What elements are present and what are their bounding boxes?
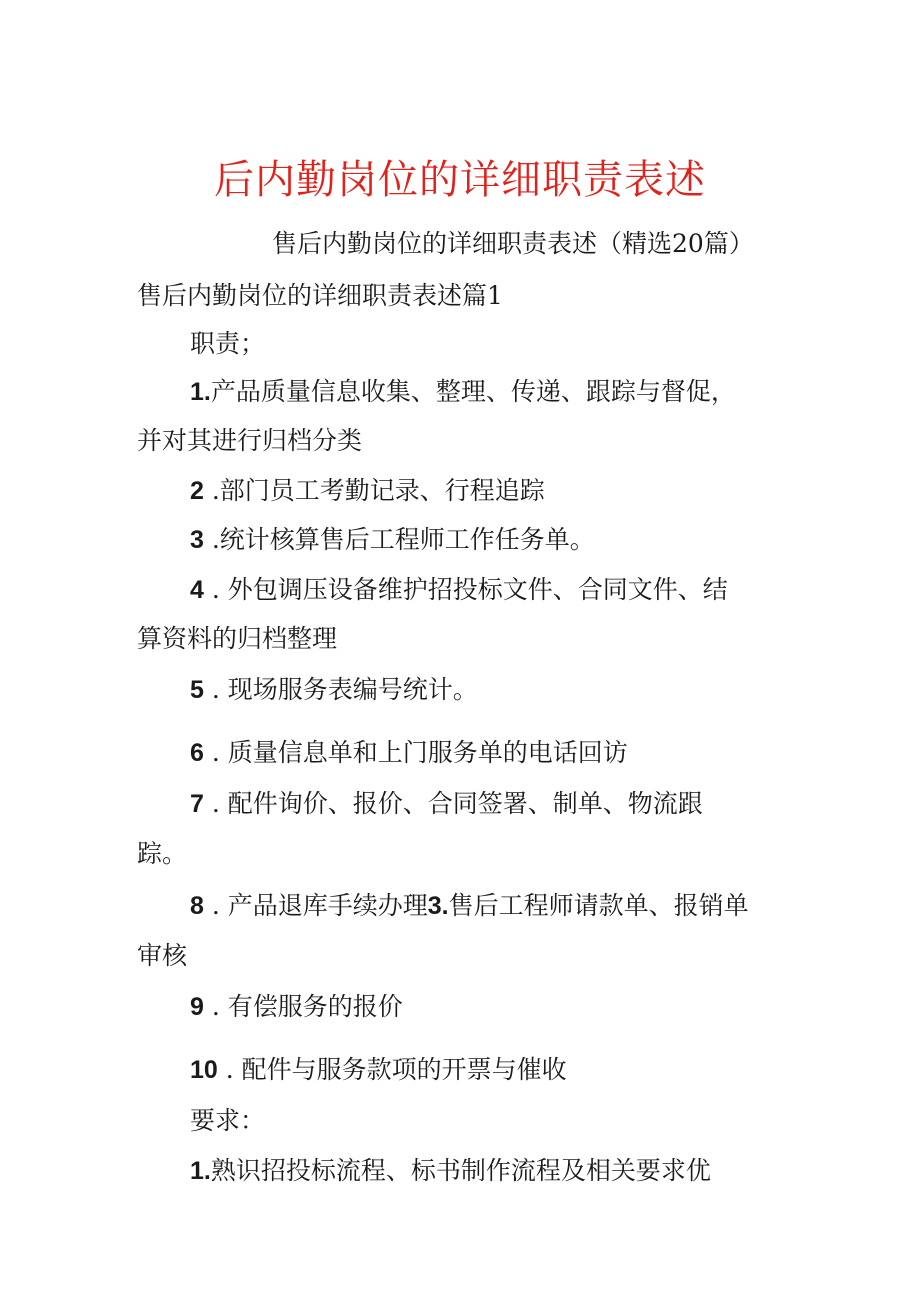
section-heading: 售后内勤岗位的详细职责表述篇1 [137,281,503,310]
duty-text: 产品质量信息收集、整理、传递、跟踪与督促， [210,377,736,406]
duty-item [190,987,403,1027]
duty-text: . 配件与服务款项的开票与催收 [217,1055,567,1084]
duty-text: .统计核算售后工程师工作任务单。 [203,525,595,554]
duty-text-after: 售后工程师请款单、报销单 [448,891,749,920]
duty-number: 2 [190,477,204,505]
requirement-item [190,1151,711,1191]
duty-number: 10 [190,1056,218,1084]
duty-text: . 质量信息单和上门服务单的电话回访 [203,738,628,767]
duty-number: 3 [190,526,204,554]
duty-item [190,520,595,560]
duty-continuation: 算资料的归档整理 [137,624,338,653]
duty-item [190,670,478,710]
duty-continuation: 审核 [137,941,188,970]
duties-label: 职责； [190,329,266,358]
duty-number: 1. [190,378,211,406]
duty-text: .部门员工考勤记录、行程追踪 [203,476,545,505]
duty-item [190,1050,567,1090]
requirements-label: 要求： [190,1106,266,1135]
duty-number: 4 [190,576,204,604]
duty-item [190,886,749,926]
duty-inline-number: 3. [427,892,449,920]
duty-number: 9 [190,993,204,1021]
document-subtitle: 售后内勤岗位的详细职责表述（精选20篇） [272,229,754,258]
duty-number: 5 [190,676,204,704]
duty-item [190,784,703,824]
duty-number: 8 [190,892,204,920]
duty-continuation: 踪。 [137,839,188,868]
duty-item [190,372,736,412]
duty-text: . 产品退库手续办理 [203,891,428,920]
duty-item [190,733,628,773]
duty-text: . 配件询价、报价、合同签署、制单、物流跟 [203,789,703,818]
requirement-number: 1. [190,1157,211,1185]
duty-text: . 外包调压设备维护招投标文件、合同文件、结 [203,575,728,604]
duty-item [190,570,728,610]
requirement-text: 熟识招投标流程、标书制作流程及相关要求优 [210,1156,711,1185]
duty-continuation: 并对其进行归档分类 [137,426,363,455]
duty-text: . 有偿服务的报价 [203,992,403,1021]
duty-text: . 现场服务表编号统计。 [203,675,478,704]
duty-number: 7 [190,790,204,818]
document-title: 后内勤岗位的详细职责表述 [214,157,706,203]
duty-number: 6 [190,739,204,767]
duty-item [190,471,545,511]
